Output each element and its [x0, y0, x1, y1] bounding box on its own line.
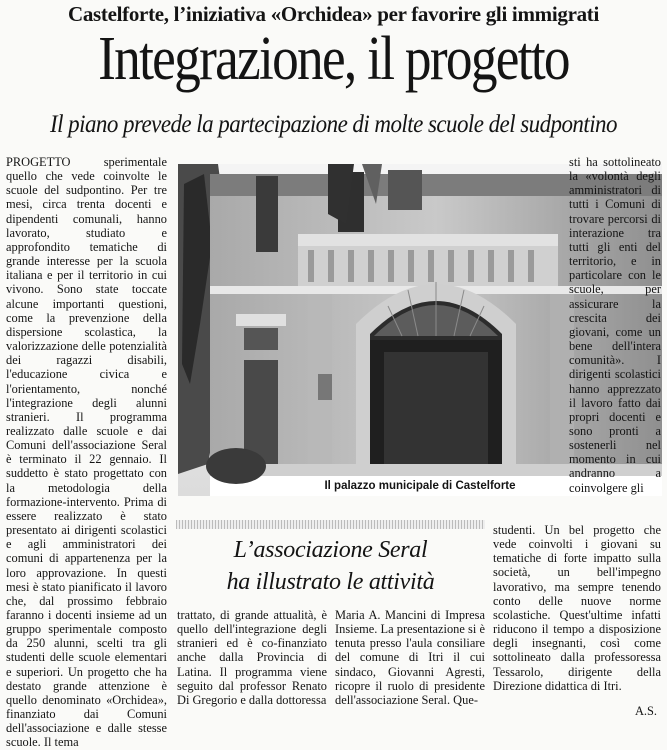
column-3: [335, 608, 485, 708]
lead-word: PROGETTO: [6, 155, 71, 169]
column-4-lower: [493, 523, 661, 703]
kicker: Castelforte, l’iniziativa «Orchidea» per favorire gli immigrati: [67, 2, 600, 26]
photo-caption: Il palazzo municipale di Castelforte: [324, 480, 516, 492]
column-4-upper-text: sti ha sottolineato la «volontà degli amministratori di tutti i Comuni di trovare percorsi di interazione tra tutti gli enti del territorio, e in particolare con le scuole, per assicurare la crescita dei giovani, come un bene dell'intera comunità». I dirigenti scolastici hanno apprezzato il lavoro fatto dai propri docenti e sono pronti a sostenerli nel momento in cui andranno a coinvolgere gli: [569, 155, 661, 495]
column-2-text: trattato, di grande attualità, è quello dell'integrazione degli stranieri ed è co-finanziato anche dalla Provincia di Latina. Il programma viene seguito dal professor Renato Di Gregorio e dalla dottoressa: [177, 608, 327, 707]
pullquote: [176, 534, 485, 598]
author-signature: A.S.: [634, 704, 657, 718]
column-1-text: [6, 155, 167, 750]
pullquote-line-1: L’associazione Seral: [233, 537, 428, 563]
column-1-body: sperimentale quello che vede coinvolte le scuole del sudpontino. Per tre mesi, circa trenta docenti e dipendenti comunali, hanno lavorato, studiato e approfondito tematiche di grande interesse per la scuola italiana e per il territorio in cui vivono. Sono state toccate alcune importanti questioni, come la prevenzione della dispersione scolastica, la valorizzazione delle potenzialità dei ragazzi disabili, l'educazione civica e l'orientamento, nonché l'integrazione degli alunni stranieri. Il programma realizzato dalle scuole e dai Comuni dell'associazione Seral è terminato il 22 gennaio. Il suddetto è stato progettato con la metodologia della formazione-intervento. Prima di essere realizzato è stato presentato ai dirigenti scolastici e agli amministratori dei comuni di appartenenza per la loro approvazione. In questi mesi è stato pianificato il lavoro che, dal prossimo febbraio faranno i docenti insieme ad un gruppo sperimentale composto da 250 alunni, scelti tra gli studenti delle scuole elementari e superiori. Un progetto che ha destato grande attenzione è quello denominato «Orchidea», finanziato dai Comuni dell'associazione e dalle stesse scuole. Il tema: [6, 155, 167, 750]
column-2: [177, 608, 327, 708]
pullquote-rule: [176, 520, 485, 529]
column-3-text: Maria A. Mancini di Impresa Insieme. La presentazione si è tenuta presso l'aula consiliare del comune di Itri il cui sindaco, Giovanni Agresti, ricopre il ruolo di presidente dell'associazione Seral. Que-: [335, 608, 485, 707]
headline: Integrazione, il progetto: [98, 25, 569, 93]
column-1: [6, 155, 167, 750]
subhead: Il piano prevede la partecipazione di molte scuole del sudpontino: [50, 111, 617, 138]
column-4-lower-text: studenti. Un bel progetto che vede coinvolti i giovani su tematiche di forte impatto sulla società, un bell'impegno lavorativo, ma sempre tenendo conto delle nuove norme scolastiche. Quest'ultime infatti riducono il tempo a disposizione degli insegnanti, così come sottolineato dalla professoressa Tessarolo, dirigente della Direzione didattica di Itri.: [493, 523, 661, 693]
column-4-upper: [569, 155, 661, 526]
pullquote-line-2: ha illustrato le attività: [226, 569, 435, 595]
